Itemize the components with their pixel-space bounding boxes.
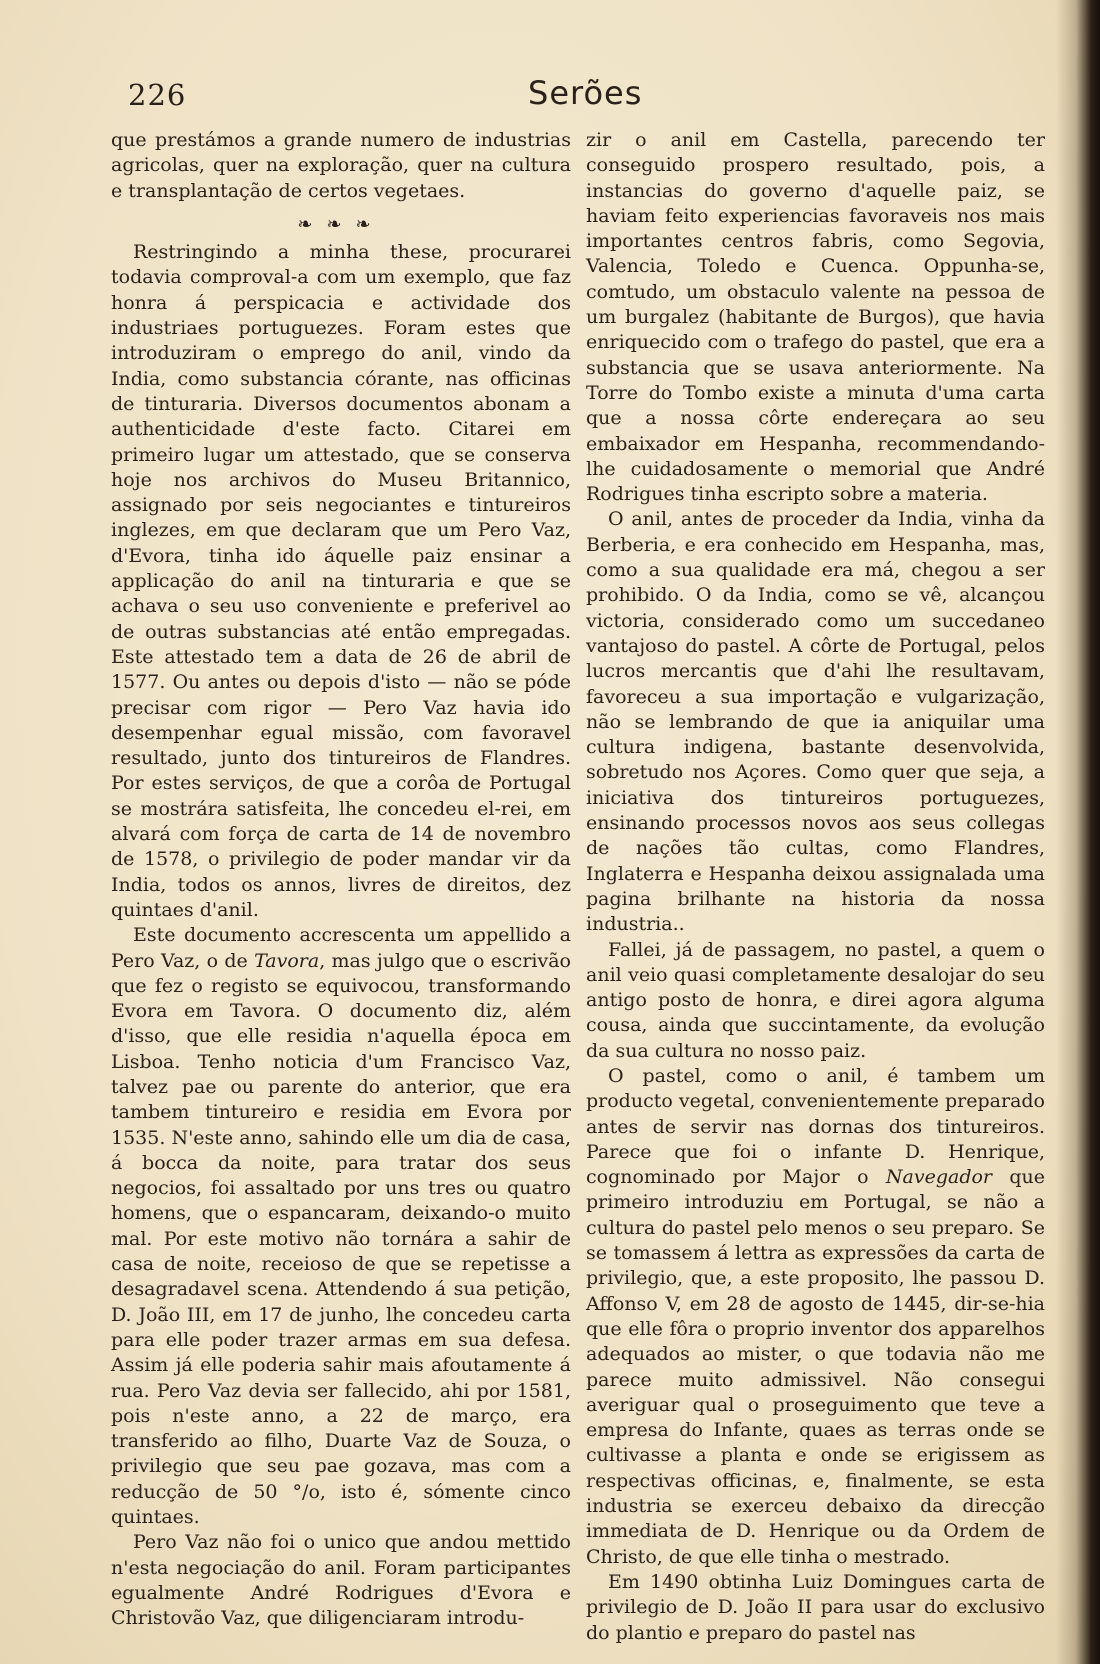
right-column <box>586 128 1045 1646</box>
paragraph-text: O pastel, como o anil, é tambem um producto vegetal, convenientemente preparado antes de servir nas dornas dos tintureiros. Parece que foi o infante D. Henrique, cognominado por Major o <box>586 1064 1045 1189</box>
book-spine-shadow <box>1056 0 1100 1664</box>
paragraph: zir o anil em Castella, parecendo ter conseguido prospero resultado, pois, a instancias do governo d'aquelle paiz, se haviam feito experiencias favoraveis nos mais importantes centros fabris, como Segovia, Valencia, Toledo e Cuenca. Oppunha-se, comtudo, um obstaculo valente na pessoa de um burgalez (habitante de Burgos), que havia enriquecido com o trafego do pastel, que era a substancia que se usava anteriormente. Na Torre do Tombo existe a minuta d'uma carta que a nossa côrte endereçara ao seu embaixador em Hespanha, recommendando-lhe cuidadosamente o memorial que André Rodrigues tinha escripto sobre a materia. <box>586 129 1045 506</box>
italic-term: Navegador <box>885 1166 993 1189</box>
paragraph: Pero Vaz não foi o unico que andou mettido n'esta negociação do anil. Foram participantes egualmente André Rodrigues d'Evora e Christovão Vaz, que diligenciaram introdu- <box>111 1531 571 1630</box>
fleuron-icon: ❧ <box>297 213 327 235</box>
fleuron-icon: ❧ <box>326 213 356 235</box>
section-ornament <box>111 212 571 237</box>
italic-term: Tavora <box>254 949 320 972</box>
page-header <box>128 70 643 120</box>
paragraph-text: que primeiro introduziu em Portugal, se não a cultura do pastel pelo menos o seu preparo. Se se tomassem á lettra as expressões da carta de privilegio, que, a este proposito, lhe passou D. Affonso V, em 28 de agosto de 1445, dir-se-hia que elle fôra o proprio inventor dos apparelhos adequados ao mister, o que todavia não me parece muito admissivel. Não consegui averiguar qual o proseguimento que teve a empresa do Infante, quaes as terras onde se cultivasse a planta e onde se erigissem as respectivas officinas, e, finalmente, se esta industria se exerceu debaixo da direcção immediata de D. Henrique ou da Ordem de Christo, de que elle tinha o mestrado. <box>586 1166 1046 1568</box>
paragraph <box>111 923 571 1530</box>
running-title: Serões <box>528 74 643 112</box>
paragraph: Restringindo a minha these, procurarei todavia comproval-a com um exemplo, que faz honra á perspicacia e actividade dos industriaes portuguezes. Foram estes que introduziram o emprego do anil, vindo da India, como substancia córante, nas officinas de tinturaria. Diversos documentos abonam a authenticidade d'este facto. Citarei em primeiro lugar um attestado, que se conserva hoje nos archivos do Museu Britannico, assignado por seis negociantes e tintureiros inglezes, em que declaram que um Pero Vaz, d'Evora, tinha ido áquelle paiz ensinar a applicação do anil na tinturaria e que se achava o seu uso conveniente e preferivel ao de outras substancias até então empregadas. Este attestado tem a data de 26 de abril de 1577. Ou antes ou depois d'isto — não se póde precisar com rigor — Pero Vaz havia ido desempenhar egual missão, com favoravel resultado, junto dos tintureiros de Flandres. Por estes serviços, de que a corôa de Portugal se mostrára satisfeita, lhe concedeu el-rei, em alvará com força de carta de 14 de novembro de 1578, o privilegio de poder mandar vir da India, todos os annos, livres de direitos, dez quintaes d'anil. <box>111 241 571 921</box>
paragraph: que prestámos a grande numero de industrias agricolas, quer na exploração, quer na cultura e transplantação de certos vegetaes. <box>111 129 571 202</box>
paragraph <box>586 1064 1045 1570</box>
paragraph-text: Este documento accrescenta um appellido a Pero Vaz, o de <box>111 924 571 972</box>
paragraph: Em 1490 obtinha Luiz Domingues carta de privilegio de D. João II para usar do exclusivo do plantio e preparo do pastel nas <box>586 1570 1045 1644</box>
fleuron-icon: ❧ <box>355 213 385 235</box>
page-number: 226 <box>128 78 187 112</box>
left-column <box>111 128 571 1632</box>
paragraph: Fallei, já de passagem, no pastel, a quem o anil veio quasi completamente desalojar do seu antigo posto de honra, e direi agora alguma cousa, ainda que succintamente, da evolução da sua cultura no nosso paiz. <box>586 938 1045 1062</box>
paragraph-text: , mas julgo que o escrivão que fez o registo se equivocou, transformando Evora em Tavora. O documento diz, além d'isso, que elle residia n'aquella época em Lisboa. Tenho noticia d'um Francisco Vaz, talvez pae ou parente do anterior, que era tambem tintureiro e residia em Evora por 1535. N'este anno, sahindo elle um dia de casa, á bocca da noite, para tratar dos seus negocios, foi assaltado por uns tres ou quatro homens, que o espancaram, deixando-o muito mal. Por este motivo não tornára a sahir de casa de noite, receioso de que se repetisse a desagradavel scena. Attendendo á sua petição, D. João III, em 17 de junho, lhe concedeu carta para elle poder trazer armas em sua defesa. Assim já elle poderia sahir mais afoutamente á rua. Pero Vaz devia ser fallecido, ahi por 1581, pois n'este anno, a 22 de março, era transferido ao filho, Duarte Vaz de Souza, o privilegio que seu pae gozava, mas com a reducção de 50 °/o, isto é, sómente cinco quintaes. <box>111 949 571 1529</box>
paragraph: O anil, antes de proceder da India, vinha da Berberia, e era conhecido em Hespanha, mas, como a sua qualidade era má, chegou a ser prohibido. O da India, como se vê, alcançou victoria, considerado como um succedaneo vantajoso do pastel. A côrte de Portugal, pelos lucros mercantis que d'ahi lhe resultavam, favoreceu a sua importação e vulgarização, não se lembrando de que ia aniquilar uma cultura indigena, bastante desenvolvida, sobretudo nos Açores. Como quer que seja, a iniciativa dos tintureiros portuguezes, ensinando processos novos aos seus collegas de nações tão cultas, como Flandres, Inglaterra e Hespanha deixou assignalada uma pagina brilhante na historia da nossa industria.. <box>586 508 1045 936</box>
